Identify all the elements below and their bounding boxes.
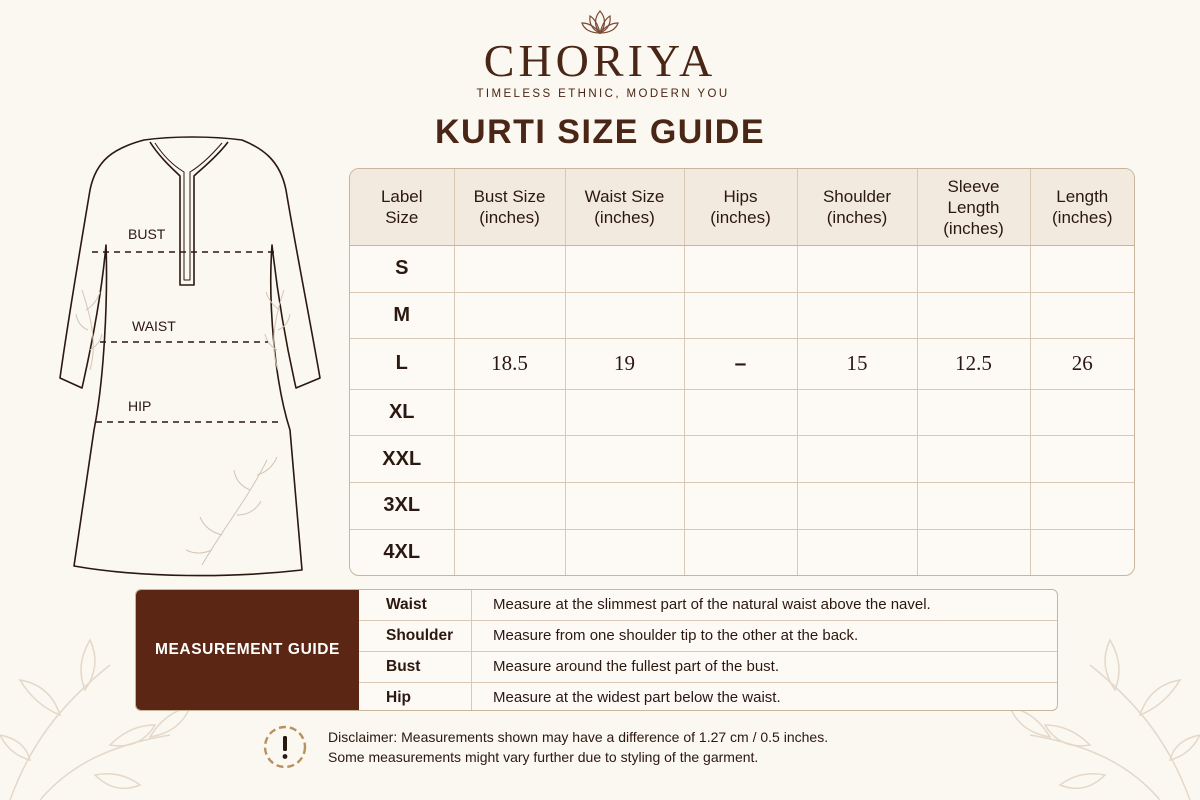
column-header-text: Sleeve <box>947 176 1000 196</box>
size-value-cell: 26 <box>1030 339 1134 389</box>
size-value-cell <box>1030 529 1134 575</box>
column-header-text: (inches) <box>594 208 655 227</box>
size-value-cell <box>917 292 1030 339</box>
measurement-description: Measure at the widest part below the waist. <box>493 689 781 706</box>
right-sleeve-hem <box>296 378 320 388</box>
disclaimer-line-2: Some measurements might vary further due to styling of the garment. <box>328 749 759 765</box>
column-header <box>1030 169 1134 246</box>
hip-label: HIP <box>128 398 152 414</box>
column-header-text: Label <box>380 187 423 206</box>
size-value-cell <box>565 246 684 293</box>
column-header-text: (inches) <box>1052 208 1113 227</box>
size-value-cell <box>1030 389 1134 436</box>
size-row <box>350 292 1134 339</box>
measurement-row <box>359 621 1057 652</box>
size-value-cell <box>684 389 797 436</box>
size-value-cell <box>1030 482 1134 529</box>
size-row <box>350 246 1134 293</box>
size-value-cell <box>684 246 797 293</box>
brand-tagline: TIMELESS ETHNIC, MODERN YOU <box>476 88 730 100</box>
page-title: KURTI SIZE GUIDE <box>434 113 766 151</box>
size-row <box>350 436 1134 483</box>
size-row <box>350 389 1134 436</box>
measurement-description: Measure around the fullest part of the bust. <box>493 658 780 675</box>
size-label: XXL <box>350 436 454 483</box>
size-value-cell <box>565 389 684 436</box>
size-label: M <box>350 292 454 339</box>
size-value-cell: 19 <box>565 339 684 389</box>
size-value-cell <box>565 482 684 529</box>
measurement-key: Bust <box>359 652 472 682</box>
column-header <box>797 169 917 246</box>
size-value-cell <box>454 292 565 339</box>
size-label: S <box>350 246 454 293</box>
size-value-cell <box>797 482 917 529</box>
size-value-cell <box>565 292 684 339</box>
size-value-cell <box>454 482 565 529</box>
size-row <box>350 529 1134 575</box>
size-value-cell <box>454 436 565 483</box>
measurement-row <box>359 683 1057 711</box>
column-header-text: Length <box>1056 187 1109 206</box>
lotus-logo-icon <box>580 8 620 36</box>
size-row <box>350 339 1134 389</box>
size-value-cell: – <box>684 339 797 389</box>
size-label: XL <box>350 389 454 436</box>
column-header-text: (inches) <box>943 218 1004 238</box>
size-value-cell <box>917 246 1030 293</box>
size-value-cell <box>565 436 684 483</box>
measurement-key: Shoulder <box>359 621 472 651</box>
size-value-cell <box>454 246 565 293</box>
measurement-row <box>359 590 1057 621</box>
size-value-cell: 15 <box>797 339 917 389</box>
column-header-text: Bust Size <box>473 187 546 206</box>
size-label: 3XL <box>350 482 454 529</box>
left-sleeve-hem <box>60 378 82 388</box>
size-value-cell <box>684 482 797 529</box>
column-header-text: (inches) <box>479 208 540 227</box>
kurti-neckline <box>150 142 228 285</box>
brand-name: CHORIYA <box>483 35 717 86</box>
size-value-cell: 18.5 <box>454 339 565 389</box>
bust-label: BUST <box>128 226 166 242</box>
column-header-text: Hips <box>723 187 758 206</box>
measurement-guide <box>135 589 1058 711</box>
column-header-text: (inches) <box>710 208 771 227</box>
size-value-cell <box>684 292 797 339</box>
disclaimer-line-1: Disclaimer: Measurements shown may have a difference of 1.27 cm / 0.5 inches. <box>328 729 829 745</box>
column-header <box>565 169 684 246</box>
size-value-cell <box>797 436 917 483</box>
disclaimer-text <box>328 727 828 767</box>
size-value-cell <box>917 529 1030 575</box>
size-value-cell <box>565 529 684 575</box>
column-header-text: Length <box>947 197 1000 217</box>
column-header-text: (inches) <box>826 208 888 227</box>
size-value-cell <box>797 389 917 436</box>
size-row <box>350 482 1134 529</box>
column-header <box>917 169 1030 246</box>
size-value-cell <box>454 389 565 436</box>
size-value-cell <box>684 529 797 575</box>
size-table-header-row <box>350 169 1134 246</box>
size-value-cell <box>917 482 1030 529</box>
size-value-cell <box>684 436 797 483</box>
measurement-key: Waist <box>359 590 472 620</box>
size-label: 4XL <box>350 529 454 575</box>
column-header <box>350 169 454 246</box>
brand-header <box>0 8 1200 100</box>
size-value-cell <box>917 389 1030 436</box>
size-value-cell <box>797 292 917 339</box>
exclamation-circle-icon <box>262 724 308 770</box>
size-value-cell <box>797 529 917 575</box>
size-label: L <box>350 339 454 389</box>
column-header <box>454 169 565 246</box>
column-header <box>684 169 797 246</box>
size-value-cell <box>917 436 1030 483</box>
waist-label: WAIST <box>132 318 176 334</box>
measurement-description: Measure at the slimmest part of the natural waist above the navel. <box>493 596 931 613</box>
size-value-cell <box>1030 246 1134 293</box>
size-value-cell <box>1030 292 1134 339</box>
column-header-text: Size <box>385 208 419 227</box>
disclaimer <box>262 724 962 774</box>
size-value-cell <box>1030 436 1134 483</box>
size-value-cell: 12.5 <box>917 339 1030 389</box>
size-value-cell <box>797 246 917 293</box>
size-chart-table <box>349 168 1135 576</box>
measurement-row <box>359 652 1057 683</box>
size-value-cell <box>454 529 565 575</box>
measurement-guide-heading: MEASUREMENT GUIDE <box>136 590 359 710</box>
column-header-text: Waist Size <box>584 187 665 206</box>
kurti-illustration <box>52 130 342 580</box>
measurement-description: Measure from one shoulder tip to the other at the back. <box>493 627 859 644</box>
measurement-key: Hip <box>359 683 472 711</box>
column-header-text: Shoulder <box>822 187 892 206</box>
